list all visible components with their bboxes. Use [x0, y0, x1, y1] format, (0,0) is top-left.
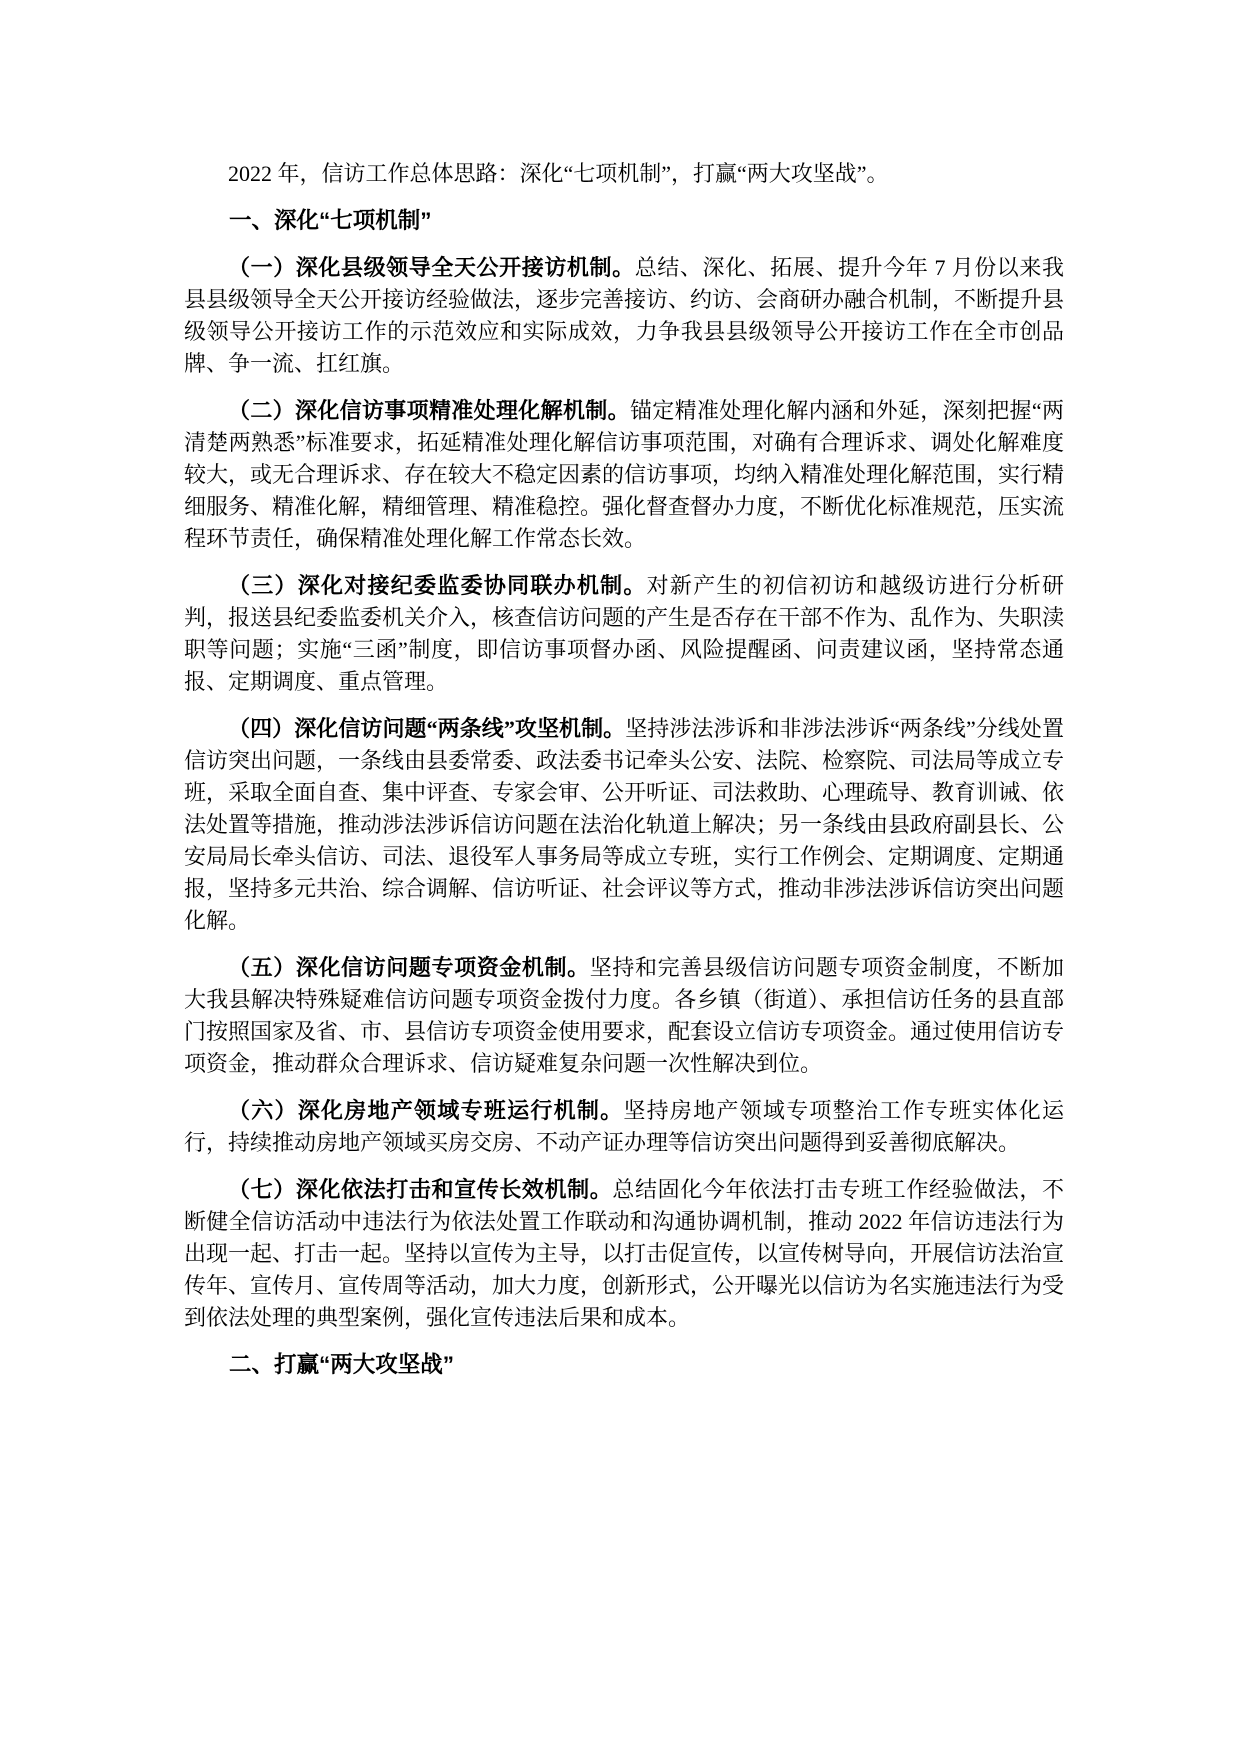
- policy-item-7: [184, 1174, 1064, 1334]
- policy-item-3-lead: （三）深化对接纪委监委协同联办机制。: [228, 573, 647, 598]
- section-heading-2: 二、打赢“两大攻坚战”: [229, 1352, 455, 1377]
- policy-item-2-body: 锚定精准处理化解内涵和外延，深刻把握“两清楚两熟悉”标准要求，拓延精准处理化解信访事项范围，对确有合理诉求、调处化解难度较大，或无合理诉求、存在较大不稳定因素的信访事项，均纳入精准处理化解范围，实行精细服务、精准化解，精细管理、精准稳控。强化督查督办力度，不断优化标准规范，压实流程环节责任，确保精准处理化解工作常态长效。: [184, 398, 1065, 551]
- policy-item-4-lead: （四）深化信访问题“两条线”攻坚机制。: [228, 716, 626, 741]
- policy-item-6: [184, 1095, 1064, 1159]
- document-body: [184, 158, 1064, 1381]
- policy-item-1-lead: （一）深化县级领导全天公开接访机制。: [228, 255, 635, 280]
- policy-item-2-lead: （二）深化信访事项精准处理化解机制。: [228, 398, 630, 423]
- policy-item-5-lead: （五）深化信访问题专项资金机制。: [228, 955, 590, 980]
- policy-item-4-body: 坚持涉法涉诉和非涉法涉诉“两条线”分线处置信访突出问题，一条线由县委常委、政法委书记牵头公安、法院、检察院、司法局等成立专班，采取全面自查、集中评查、专家会审、公开听证、司法救助、心理疏导、教育训诫、依法处置等措施，推动涉法涉诉信访问题在法治化轨道上解决；另一条线由县政府副县长、公安局局长牵头信访、司法、退役军人事务局等成立专班，实行工作例会、定期调度、定期通报，坚持多元共治、综合调解、信访听证、社会评议等方式，推动非涉法涉诉信访突出问题化解。: [184, 716, 1065, 933]
- policy-item-7-body: 总结固化今年依法打击专班工作经验做法，不断健全信访活动中违法行为依法处置工作联动和沟通协调机制，推动 2022 年信访违法行为出现一起、打击一起。坚持以宣传为主导，以打击促宣传，以宣传树导向，开展信访法治宣传年、宣传月、宣传周等活动，加大力度，创新形式，公开曝光以信访为名实施违法行为受到依法处理的典型案例，强化宣传违法后果和成本。: [184, 1177, 1065, 1330]
- policy-item-7-lead: （七）深化依法打击和宣传长效机制。: [228, 1177, 613, 1202]
- policy-item-4: [184, 713, 1064, 937]
- policy-item-6-lead: （六）深化房地产领域专班运行机制。: [228, 1098, 624, 1123]
- policy-item-1: [184, 252, 1064, 380]
- policy-item-3-body: 对新产生的初信初访和越级访进行分析研判，报送县纪委监委机关介入，核查信访问题的产生是否存在干部不作为、乱作为、失职渎职等问题；实施“三函”制度，即信访事项督办函、风险提醒函、问责建议函，坚持常态通报、定期调度、重点管理。: [184, 573, 1065, 694]
- policy-item-2: [184, 395, 1064, 555]
- policy-item-5-body: 坚持和完善县级信访问题专项资金制度，不断加大我县解决特殊疑难信访问题专项资金拨付力度。各乡镇（街道）、承担信访任务的县直部门按照国家及省、市、县信访专项资金使用要求，配套设立信访专项资金。通过使用信访专项资金，推动群众合理诉求、信访疑难复杂问题一次性解决到位。: [184, 955, 1065, 1076]
- policy-item-1-body: 总结、深化、拓展、提升今年 7 月份以来我县县级领导全天公开接访经验做法，逐步完善接访、约访、会商研办融合机制，不断提升县级领导公开接访工作的示范效应和实际成效，力争我县县级领导公开接访工作在全市创品牌、争一流、扛红旗。: [184, 255, 1065, 376]
- policy-item-6-body: 坚持房地产领域专项整治工作专班实体化运行，持续推动房地产领域买房交房、不动产证办理等信访突出问题得到妥善彻底解决。: [184, 1098, 1064, 1155]
- policy-item-5: [184, 952, 1064, 1080]
- section-heading-1: 一、深化“七项机制”: [229, 208, 432, 233]
- intro-paragraph: 2022 年，信访工作总体思路：深化“七项机制”，打赢“两大攻坚战”。: [228, 161, 889, 186]
- policy-item-3: [184, 570, 1064, 698]
